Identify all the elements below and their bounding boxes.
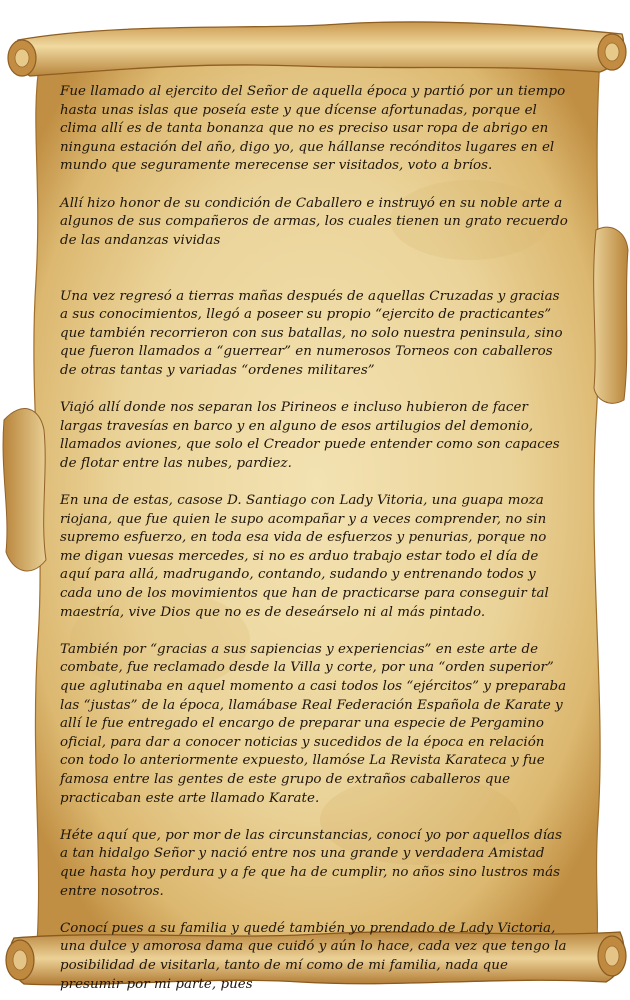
scroll-text xyxy=(60,83,570,1000)
paragraph-4: Viajó allí donde nos separan los Pirineos e incluso hubieron de facer largas travesías en barco y en alguno de esos artilugios del demonio, llamados aviones, que solo el Creador puede entender como son capaces de flotar entre las nubes, pardiez. xyxy=(60,400,560,471)
scroll-left-fold xyxy=(3,409,46,571)
paragraph-6: También por “gracias a sus sapiencias y experiencias” en este arte de combate, fue reclamado desde la Villa y corte, por una “orden superior” que aglutinaba en aquel momento a casi todos los “ejércitos” y preparaba las “justas” de la época, llamábase Real Federación Española de Karate y allí le fue entregado el encargo de preparar una especie de Pergamino oficial, para dar a conocer noticias y sucedidos de la época en relación con todo lo anteriormente expuesto, llamóse La Revista Karateca y fue famosa entre las gentes de este grupo de extraños caballeros que practicaban este arte llamado Karate. xyxy=(60,641,567,806)
paragraph-2: Allí hizo honor de su condición de Caballero e instruyó en su noble arte a algunos de sus compañeros de armas, los cuales tienen un grato recuerdo de las andanzas vividas xyxy=(60,195,568,248)
paragraph-3: Una vez regresó a tierras mañas después de aquellas Cruzadas y gracias a sus conocimientos, llegó a poseer su propio “ejercito de practicantes” que también recorrieron con sus batallas, no solo nuestra peninsula, sino que fueron llamados a “guerrear” en numerosos Torneos con caballeros de otras tantas y variadas “ordenes militares” xyxy=(60,288,563,378)
scroll-right-fold xyxy=(594,227,628,403)
paragraph-7: Héte aquí que, por mor de las circunstancias, conocí yo por aquellos días a tan hidalgo Señor y nació entre nos una grande y verdadera Amistad que hasta hoy perdura y a fe que ha de cumplir, no años sino lustros más entre nosotros. xyxy=(60,827,562,899)
paragraph-5: En una de estas, casose D. Santiago con Lady Vitoria, una guapa moza riojana, que fue quien le supo acompañar y a veces comprender, no sin supremo esfuerzo, en toda esa vida de esfuerzos y penurias, porque no me digan vuesas mercedes, si no es arduo trabajo estar todo el día de aquí para allá, madrugando, contando, sudando y entrenando todos y cada uno de los movimientos que han de practicarse para conseguir tal maestría, vive Dios que no es de deseárselo ni al más pintado. xyxy=(60,493,549,620)
paragraph-8: Conocí pues a su familia y quedé también yo prendado de Lady Victoria, una dulce y amorosa dama que cuidó y aún lo hace, cada vez que tengo la posibilidad de visitarla, tanto de mí como de mi familia, nada que presumir por mi parte, pues xyxy=(60,920,567,992)
paragraph-1: Fue llamado al ejercito del Señor de aquella época y partió por un tiempo hasta unas islas que poseía este y que dícense afortunadas, porque el clima allí es de tanta bonanza que no es preciso usar ropa de abrigo en ninguna estación del año, digo yo, que hállanse recónditos lugares en el mundo que seguramente merecense ser visitados, voto a bríos. xyxy=(60,84,566,174)
